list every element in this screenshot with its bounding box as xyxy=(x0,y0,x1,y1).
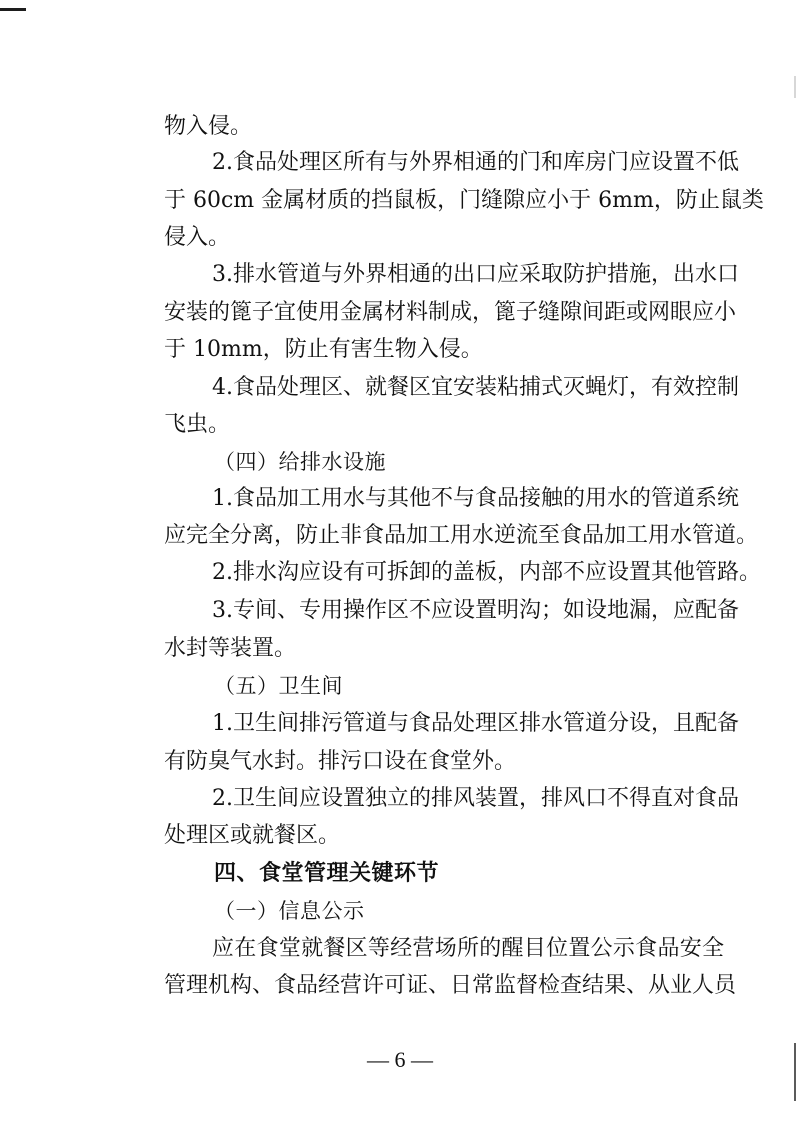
paragraph-line: 应在食堂就餐区等经营场所的醒目位置公示食品安全 xyxy=(212,936,724,961)
paragraph-line: 侵入。 xyxy=(164,225,231,250)
paragraph-line: 有防臭气水封。排污口设在食堂外。 xyxy=(164,749,517,774)
paragraph-line: 物入侵。 xyxy=(164,114,253,139)
paragraph-line: 应完全分离，防止非食品加工用水逆流至食品加工用水管道。 xyxy=(164,523,759,548)
section-heading: （一）信息公示 xyxy=(214,899,365,923)
paragraph-line: 2.卫生间应设置独立的排风装置，排风口不得直对食品 xyxy=(212,786,739,811)
paragraph-line: 水封等装置。 xyxy=(164,636,297,661)
paragraph-line: 于 10mm，防止有害生物入侵。 xyxy=(164,337,483,362)
chapter-heading: 四、食堂管理关键环节 xyxy=(214,861,440,886)
scan-edge-mark xyxy=(794,76,796,98)
paragraph-line: 1.食品加工用水与其他不与食品接触的用水的管道系统 xyxy=(212,486,739,511)
paragraph-line: 管理机构、食品经营许可证、日常监督检查结果、从业人员 xyxy=(164,973,737,998)
paragraph-line: 2.排水沟应设有可拆卸的盖板，内部不应设置其他管路。 xyxy=(212,560,761,585)
section-heading: （四）给排水设施 xyxy=(214,450,386,474)
paragraph-line: 3.排水管道与外界相通的出口应采取防护措施，出水口 xyxy=(212,262,739,287)
section-heading: （五）卫生间 xyxy=(214,674,343,698)
paragraph-line: 4.食品处理区、就餐区宜安装粘捕式灭蝇灯，有效控制 xyxy=(212,375,739,400)
paragraph-line: 处理区或就餐区。 xyxy=(164,823,341,848)
paragraph-line: 3.专间、专用操作区不应设置明沟；如设地漏，应配备 xyxy=(212,598,739,623)
paragraph-line: 1.卫生间排污管道与食品处理区排水管道分设，且配备 xyxy=(212,711,739,736)
scan-mark xyxy=(0,8,26,11)
paragraph-line: 于 60cm 金属材质的挡鼠板，门缝隙应小于 6mm，防止鼠类 xyxy=(164,188,764,213)
paragraph-line: 飞虫。 xyxy=(164,412,231,437)
page-number: — 6 — xyxy=(367,1047,433,1072)
paragraph-line: 安装的篦子宜使用金属材料制成，篦子缝隙间距或网眼应小 xyxy=(164,300,737,325)
paragraph-line: 2.食品处理区所有与外界相通的门和库房门应设置不低 xyxy=(212,150,739,175)
